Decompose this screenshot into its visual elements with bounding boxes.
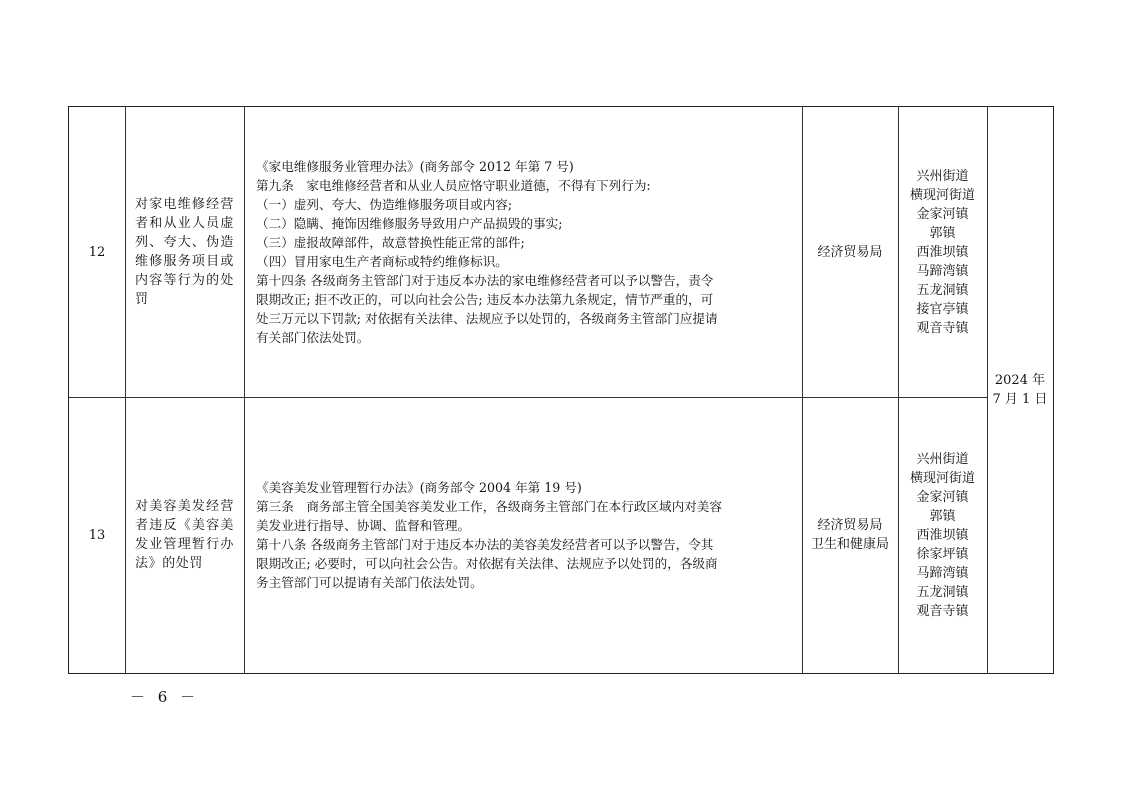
basis-line: 处三万元以下罚款; 对依据有关法律、法规应予以处罚的，各级商务主管部门应提请: [256, 311, 718, 326]
basis-line: 《美容美发业管理暂行办法》(商务部令 2004 年第 19 号): [256, 480, 582, 495]
basis-line: 第十八条 各级商务主管部门对于违反本办法的美容美发经营者可以予以警告，令其: [256, 537, 714, 552]
row-number: [69, 107, 125, 397]
scope-town: 五龙洞镇: [916, 584, 969, 600]
scope-town: 马蹄湾镇: [916, 263, 969, 279]
department-name: 经济贸易局: [817, 518, 883, 533]
scope-town: 接官亭镇: [916, 301, 969, 317]
scope-cell: [898, 397, 987, 673]
basis-cell: [244, 397, 802, 673]
basis-text: [256, 478, 722, 592]
basis-cell: [244, 107, 802, 397]
basis-text: [256, 157, 718, 347]
scope-cell: [898, 107, 987, 397]
basis-line: 务主管部门可以提请有关部门依法处罚。: [256, 575, 483, 590]
scope-town: 郭镇: [929, 508, 956, 524]
scope-town: 五龙洞镇: [916, 282, 969, 298]
scope-town: 金家河镇: [916, 206, 969, 222]
scope-town: 横现河街道: [909, 470, 975, 486]
effective-date-day: 7 月 1 日: [992, 392, 1048, 407]
basis-line: （一）虚列、夸大、伪造维修服务项目或内容;: [256, 197, 513, 212]
item-cell: [125, 107, 244, 397]
item-text: 对家电维修经营者和从业人员虚列、夸大、伪造维修服务项目或内容等行为的处罚: [135, 197, 234, 307]
basis-line: 第九条 家电维修经营者和从业人员应恪守职业道德，不得有下列行为:: [256, 178, 651, 193]
scope-town: 郭镇: [929, 225, 956, 241]
effective-date-year: 2024 年: [994, 373, 1046, 388]
row-number-text: 13: [88, 527, 106, 543]
scope-town: 金家河镇: [916, 489, 969, 505]
scope-town: 马蹄湾镇: [916, 565, 969, 581]
effective-date-cell: [987, 107, 1053, 673]
basis-line: 限期改正; 拒不改正的，可以向社会公告; 违反本办法第九条规定，情节严重的，可: [256, 292, 714, 307]
scope-town: 观音寺镇: [916, 320, 969, 336]
department-name: 经济贸易局: [817, 244, 883, 260]
row-number: [69, 397, 125, 673]
basis-line: 有关部门依法处罚。: [256, 330, 370, 345]
basis-line: 美发业进行指导、协调、监督和管理。: [256, 518, 471, 533]
basis-line: （二）隐瞒、掩饰因维修服务导致用户产品损毁的事实;: [256, 216, 563, 231]
department-cell: [802, 397, 898, 673]
page-number: － 6 －: [130, 688, 200, 706]
scope-town: 西淮坝镇: [916, 527, 969, 543]
basis-line: 第十四条 各级商务主管部门对于违反本办法的家电维修经营者可以予以警告，责令: [256, 273, 714, 288]
scope-town: 兴州街道: [916, 168, 969, 184]
basis-line: 《家电维修服务业管理办法》(商务部令 2012 年第 7 号): [256, 159, 574, 174]
scope-town: 兴州街道: [916, 451, 969, 467]
basis-line: （四）冒用家电生产者商标或特约维修标识。: [256, 254, 508, 269]
row-number-text: 12: [88, 244, 106, 260]
scope-town: 西淮坝镇: [916, 244, 969, 260]
basis-line: 限期改正; 必要时，可以向社会公告。对依据有关法律、法规应予以处罚的，各级商: [256, 556, 718, 571]
scope-town: 观音寺镇: [916, 603, 969, 619]
department-name: 卫生和健康局: [810, 537, 889, 552]
item-cell: [125, 397, 244, 673]
basis-line: 第三条 商务部主管全国美容美发业工作，各级商务主管部门在本行政区域内对美容: [256, 499, 722, 514]
department-cell: [802, 107, 898, 397]
scope-town: 横现河街道: [909, 187, 975, 203]
item-text: 对美容美发经营者违反《美容美发业管理暂行办法》的处罚: [135, 499, 234, 571]
table: [68, 106, 1054, 674]
scope-town: 徐家坪镇: [916, 546, 969, 562]
basis-line: （三）虚报故障部件，故意替换性能正常的部件;: [256, 235, 525, 250]
